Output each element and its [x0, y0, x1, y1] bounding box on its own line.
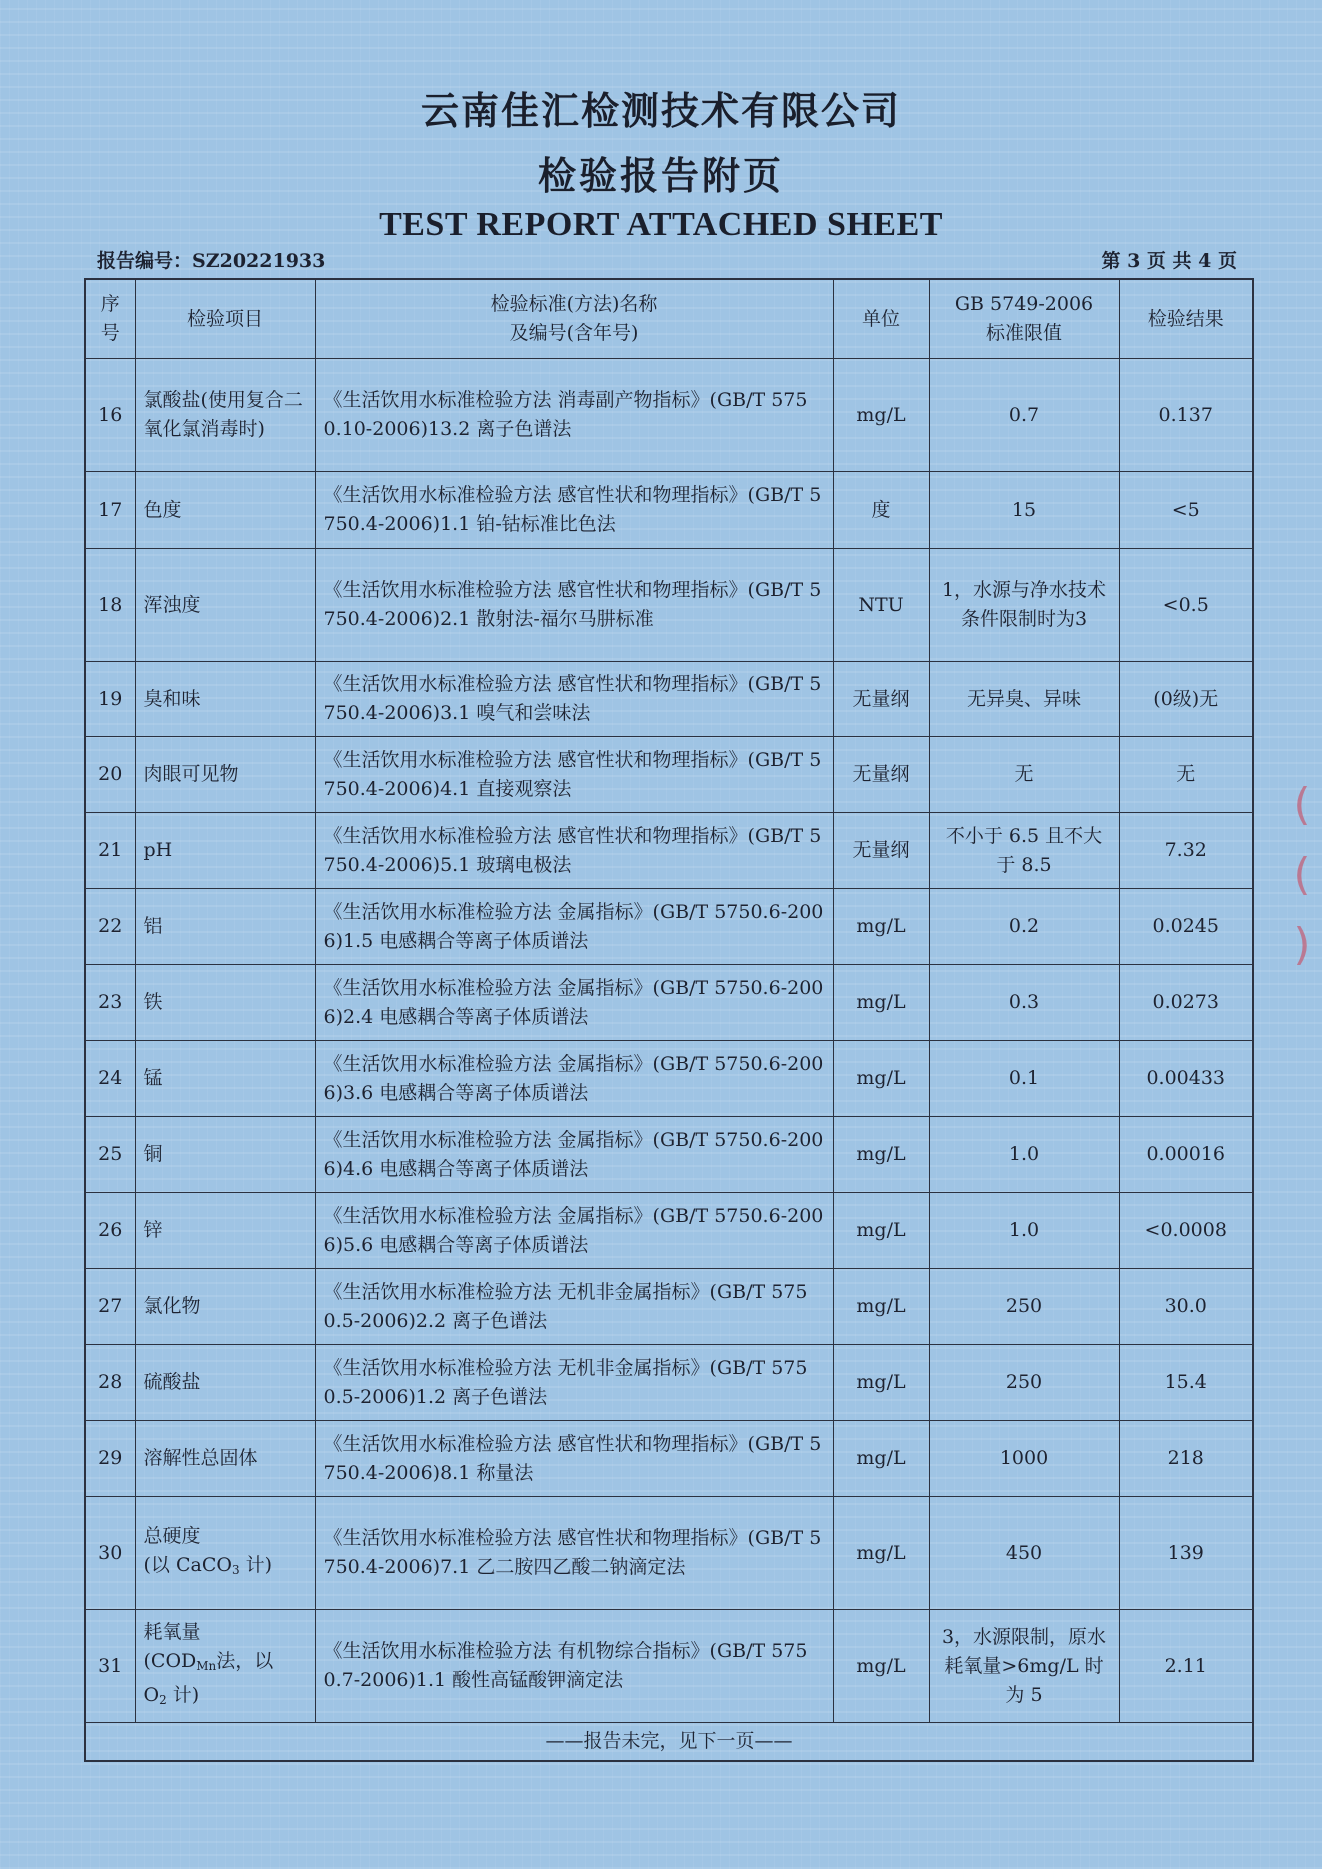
cell-method: 《生活饮用水标准检验方法 金属指标》(GB/T 5750.6-2006)1.5 电感耦合等离子体质谱法 [315, 889, 833, 965]
cell-item: 铜 [135, 1117, 315, 1193]
page-info: 第 3 页 共 4 页 [1101, 250, 1237, 272]
cell-item: pH [135, 813, 315, 889]
cell-unit: mg/L [833, 1041, 929, 1117]
table-row [85, 359, 1253, 472]
report-number-value: SZ20221933 [192, 250, 326, 272]
table-footer-row [85, 1723, 1253, 1762]
cell-item: 色度 [135, 472, 315, 549]
cell-item: 铁 [135, 965, 315, 1041]
report-title-cn: 检验报告附页 [537, 153, 784, 198]
cell-result: 7.32 [1119, 813, 1253, 889]
cell-method: 《生活饮用水标准检验方法 感官性状和物理指标》(GB/T 5750.4-2006)1.1 铂-钴标准比色法 [315, 472, 833, 549]
cell-unit: mg/L [833, 1345, 929, 1421]
cell-result: 0.00433 [1119, 1041, 1253, 1117]
col-header-item: 检验项目 [135, 279, 315, 359]
cell-limit: 0.7 [929, 359, 1119, 472]
cell-limit: 0.1 [929, 1041, 1119, 1117]
red-seal-fragment: ( ( ) [1293, 779, 1311, 970]
table-row [85, 472, 1253, 549]
item-subscript: 3 [231, 1562, 240, 1577]
col-header-method [315, 279, 833, 359]
cell-result: 139 [1119, 1497, 1253, 1610]
cell-method: 《生活饮用水标准检验方法 感官性状和物理指标》(GB/T 5750.4-2006)4.1 直接观察法 [315, 737, 833, 813]
col-header-no: 序号 [85, 279, 135, 359]
table-row [85, 1610, 1253, 1723]
table-row [85, 965, 1253, 1041]
cell-limit: 0.2 [929, 889, 1119, 965]
cell-method: 《生活饮用水标准检验方法 感官性状和物理指标》(GB/T 5750.4-2006)8.1 称量法 [315, 1421, 833, 1497]
table-row [85, 1193, 1253, 1269]
item-line1: 耗氧量 [143, 1620, 201, 1643]
cell-result: <0.5 [1119, 549, 1253, 662]
report-title-en: TEST REPORT ATTACHED SHEET [379, 206, 943, 243]
cell-no: 23 [85, 965, 135, 1041]
col-header-result: 检验结果 [1119, 279, 1253, 359]
cell-unit: mg/L [833, 1497, 929, 1610]
cell-no: 17 [85, 472, 135, 549]
report-number-label: 报告编号： [97, 250, 193, 272]
item-suffix: 计) [166, 1683, 200, 1706]
cell-method: 《生活饮用水标准检验方法 有机物综合指标》(GB/T 5750.7-2006)1.1 酸性高锰酸钾滴定法 [315, 1610, 833, 1723]
cell-unit: mg/L [833, 1421, 929, 1497]
col-header-unit: 单位 [833, 279, 929, 359]
table-row [85, 1345, 1253, 1421]
col-header-limit-line1: GB 5749-2006 [954, 293, 1094, 315]
cell-item: 臭和味 [135, 662, 315, 737]
col-header-method-line1: 检验标准(方法)名称 [490, 293, 658, 315]
cell-no: 21 [85, 813, 135, 889]
cell-item [135, 1497, 315, 1610]
table-row [85, 889, 1253, 965]
cell-method: 《生活饮用水标准检验方法 金属指标》(GB/T 5750.6-2006)4.6 电感耦合等离子体质谱法 [315, 1117, 833, 1193]
cell-result: 15.4 [1119, 1345, 1253, 1421]
cell-limit: 0.3 [929, 965, 1119, 1041]
cell-unit: 无量纲 [833, 737, 929, 813]
cell-result: 218 [1119, 1421, 1253, 1497]
report-continued-note: ——报告未完，见下一页—— [85, 1723, 1253, 1762]
cell-limit: 不小于 6.5 且不大于 8.5 [929, 813, 1119, 889]
table-row [85, 549, 1253, 662]
cell-result: 无 [1119, 737, 1253, 813]
cell-item: 铝 [135, 889, 315, 965]
cell-limit: 无 [929, 737, 1119, 813]
cell-unit: mg/L [833, 965, 929, 1041]
cell-no: 19 [85, 662, 135, 737]
item-prefix: (COD [143, 1649, 197, 1672]
cell-limit: 1.0 [929, 1117, 1119, 1193]
cell-unit: mg/L [833, 1269, 929, 1345]
cell-method: 《生活饮用水标准检验方法 感官性状和物理指标》(GB/T 5750.4-2006)2.1 散射法-福尔马肼标准 [315, 549, 833, 662]
cell-item: 肉眼可见物 [135, 737, 315, 813]
cell-item: 硫酸盐 [135, 1345, 315, 1421]
cell-limit: 1.0 [929, 1193, 1119, 1269]
cell-method: 《生活饮用水标准检验方法 金属指标》(GB/T 5750.6-2006)2.4 电感耦合等离子体质谱法 [315, 965, 833, 1041]
cell-unit: mg/L [833, 1193, 929, 1269]
cell-no: 26 [85, 1193, 135, 1269]
cell-result: 0.0273 [1119, 965, 1253, 1041]
item-subscript: Mn [196, 1658, 217, 1673]
cell-item: 浑浊度 [135, 549, 315, 662]
item-suffix: 计) [239, 1553, 273, 1576]
cell-result: <5 [1119, 472, 1253, 549]
cell-unit: mg/L [833, 889, 929, 965]
cell-unit: NTU [833, 549, 929, 662]
cell-item: 锌 [135, 1193, 315, 1269]
item-prefix: (以 CaCO [143, 1553, 232, 1576]
item-middle: 法，以 [216, 1649, 274, 1672]
cell-method: 《生活饮用水标准检验方法 感官性状和物理指标》(GB/T 5750.4-2006)7.1 乙二胺四乙酸二钠滴定法 [315, 1497, 833, 1610]
cell-no: 29 [85, 1421, 135, 1497]
cell-limit: 无异臭、异味 [929, 662, 1119, 737]
cell-result: 30.0 [1119, 1269, 1253, 1345]
cell-method: 《生活饮用水标准检验方法 感官性状和物理指标》(GB/T 5750.4-2006)3.1 嗅气和尝味法 [315, 662, 833, 737]
cell-no: 31 [85, 1610, 135, 1723]
cell-limit: 3，水源限制，原水耗氧量>6mg/L 时为 5 [929, 1610, 1119, 1723]
cell-result: <0.0008 [1119, 1193, 1253, 1269]
table-row [85, 1117, 1253, 1193]
cell-limit: 1000 [929, 1421, 1119, 1497]
cell-method: 《生活饮用水标准检验方法 无机非金属指标》(GB/T 5750.5-2006)1.2 离子色谱法 [315, 1345, 833, 1421]
cell-item: 溶解性总固体 [135, 1421, 315, 1497]
cell-unit: mg/L [833, 359, 929, 472]
table-row [85, 662, 1253, 737]
cell-no: 25 [85, 1117, 135, 1193]
cell-item: 氯化物 [135, 1269, 315, 1345]
item-line1: 总硬度 [143, 1524, 201, 1547]
table-row [85, 737, 1253, 813]
item-o-subscript: 2 [159, 1692, 167, 1707]
cell-result: 0.00016 [1119, 1117, 1253, 1193]
cell-no: 24 [85, 1041, 135, 1117]
cell-limit: 1，水源与净水技术条件限制时为3 [929, 549, 1119, 662]
cell-no: 20 [85, 737, 135, 813]
cell-limit: 15 [929, 472, 1119, 549]
cell-no: 30 [85, 1497, 135, 1610]
cell-limit: 250 [929, 1345, 1119, 1421]
col-header-limit-line2: 标准限值 [985, 322, 1062, 344]
cell-unit: mg/L [833, 1610, 929, 1723]
cell-result: 0.0245 [1119, 889, 1253, 965]
cell-limit: 450 [929, 1497, 1119, 1610]
cell-limit: 250 [929, 1269, 1119, 1345]
table-row [85, 1269, 1253, 1345]
cell-no: 22 [85, 889, 135, 965]
cell-no: 16 [85, 359, 135, 472]
table-row [85, 1041, 1253, 1117]
cell-result: (0级)无 [1119, 662, 1253, 737]
table-row [85, 1497, 1253, 1610]
cell-item: 氯酸盐(使用复合二氧化氯消毒时) [135, 359, 315, 472]
table-header-row [85, 279, 1253, 359]
cell-unit: 度 [833, 472, 929, 549]
company-name: 云南佳汇检测技术有限公司 [420, 88, 901, 133]
cell-method: 《生活饮用水标准检验方法 消毒副产物指标》(GB/T 5750.10-2006)13.2 离子色谱法 [315, 359, 833, 472]
results-table [84, 278, 1254, 1762]
cell-unit: 无量纲 [833, 813, 929, 889]
cell-method: 《生活饮用水标准检验方法 金属指标》(GB/T 5750.6-2006)5.6 电感耦合等离子体质谱法 [315, 1193, 833, 1269]
cell-item: 锰 [135, 1041, 315, 1117]
cell-method: 《生活饮用水标准检验方法 感官性状和物理指标》(GB/T 5750.4-2006)5.1 玻璃电极法 [315, 813, 833, 889]
cell-method: 《生活饮用水标准检验方法 金属指标》(GB/T 5750.6-2006)3.6 电感耦合等离子体质谱法 [315, 1041, 833, 1117]
cell-result: 0.137 [1119, 359, 1253, 472]
cell-no: 28 [85, 1345, 135, 1421]
cell-result: 2.11 [1119, 1610, 1253, 1723]
cell-unit: mg/L [833, 1117, 929, 1193]
cell-no: 18 [85, 549, 135, 662]
report-number [97, 246, 325, 273]
cell-method: 《生活饮用水标准检验方法 无机非金属指标》(GB/T 5750.5-2006)2.2 离子色谱法 [315, 1269, 833, 1345]
col-header-limit [929, 279, 1119, 359]
cell-no: 27 [85, 1269, 135, 1345]
table-row [85, 1421, 1253, 1497]
cell-unit: 无量纲 [833, 662, 929, 737]
col-header-method-line2: 及编号(含年号) [509, 322, 639, 344]
item-o: O [143, 1683, 160, 1706]
table-row [85, 813, 1253, 889]
cell-item [135, 1610, 315, 1723]
